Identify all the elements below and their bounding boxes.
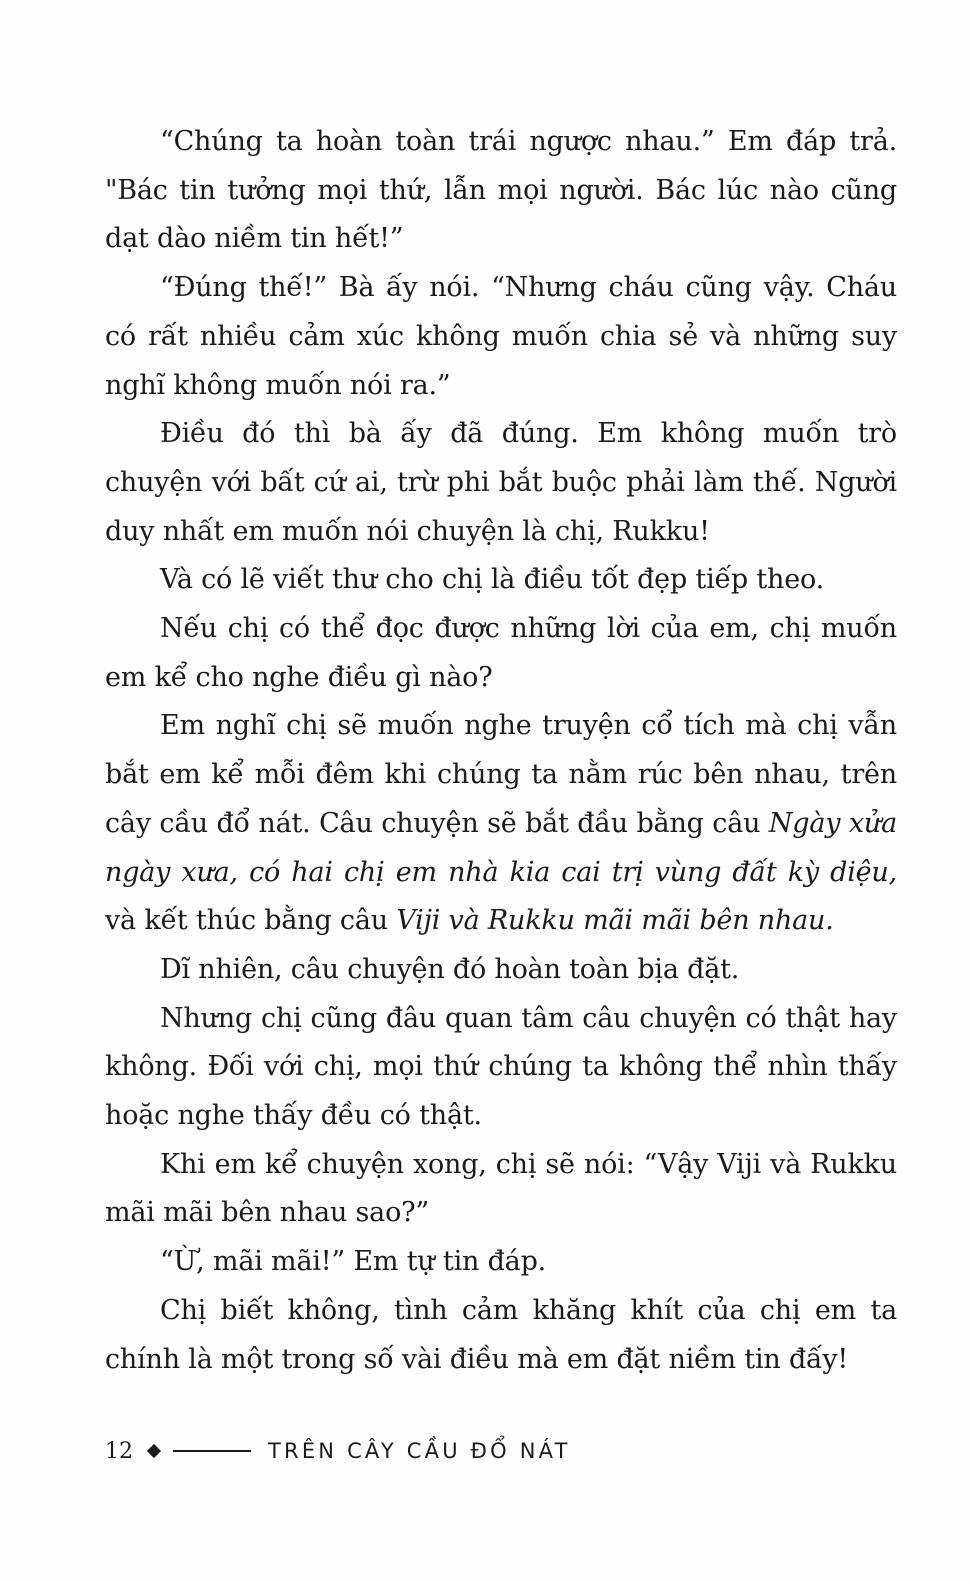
text-run: “Chúng ta hoàn toàn trái ngược nhau.” Em đáp trả. "Bác tin tưởng mọi thứ, lẫn mọi người. Bác lúc nào cũng dạt dào niềm tin hết!” <box>105 126 897 255</box>
text-run: “Đúng thế!” Bà ấy nói. “Nhưng cháu cũng vậy. Cháu có rất nhiều cảm xúc không muốn chia sẻ và những suy nghĩ không muốn nói ra.” <box>105 272 897 401</box>
paragraph <box>105 264 897 410</box>
paragraph <box>105 605 897 702</box>
paragraph <box>105 1238 897 1287</box>
paragraph <box>105 118 897 264</box>
italic-text: Ngày xửa ngày xưa, có hai chị em nhà kia cai trị vùng đất kỳ diệu, <box>105 807 897 888</box>
text-run: Nếu chị có thể đọc được những lời của em, chị muốn em kể cho nghe điều gì nào? <box>105 613 897 693</box>
diamond-ornament-icon <box>147 1444 161 1458</box>
italic-text: Viji và Rukku mãi mãi bên nhau. <box>396 905 834 937</box>
paragraph <box>105 702 897 946</box>
text-run: Khi em kể chuyện xong, chị sẽ nói: “Vậy Viji và Rukku mãi mãi bên nhau sao?” <box>105 1148 897 1229</box>
paragraph <box>105 1141 897 1238</box>
text-run: Em nghĩ chị sẽ muốn nghe truyện cổ tích mà chị vẫn bắt em kể mỗi đêm khi chúng ta nằm rúc bên nhau, trên cây cầu đổ nát. Câu chuyện sẽ bắt đầu bằng câu <box>105 710 897 839</box>
paragraph <box>105 1287 897 1384</box>
footer-rule <box>173 1450 251 1452</box>
paragraph <box>105 946 897 995</box>
text-run: và kết thúc bằng câu <box>105 905 397 937</box>
paragraph <box>105 556 897 605</box>
text-run: “Ừ, mãi mãi!” Em tự tin đáp. <box>160 1246 547 1278</box>
paragraph <box>105 995 897 1141</box>
paragraph <box>105 410 897 556</box>
text-run: Điều đó thì bà ấy đã đúng. Em không muốn trò chuyện với bất cứ ai, trừ phi bắt buộc phải làm thế. Người duy nhất em muốn nói chuyện là chị, Rukku! <box>105 418 897 547</box>
text-run: Nhưng chị cũng đâu quan tâm câu chuyện có thật hay không. Đối với chị, mọi thứ chúng ta không thể nhìn thấy hoặc nghe thấy đều có thật. <box>105 1002 897 1132</box>
text-run: Chị biết không, tình cảm khăng khít của chị em ta chính là một trong số vài điều mà em đặt niềm tin đấy! <box>105 1294 897 1375</box>
page-footer <box>105 1431 897 1471</box>
text-run: Dĩ nhiên, câu chuyện đó hoàn toàn bịa đặt. <box>160 953 740 985</box>
running-title: TRÊN CÂY CẦU ĐỔ NÁT <box>268 1439 571 1463</box>
text-run: Và có lẽ viết thư cho chị là điều tốt đẹp tiếp theo. <box>160 564 824 596</box>
page-number: 12 <box>105 1438 133 1464</box>
body-text <box>105 118 897 1384</box>
